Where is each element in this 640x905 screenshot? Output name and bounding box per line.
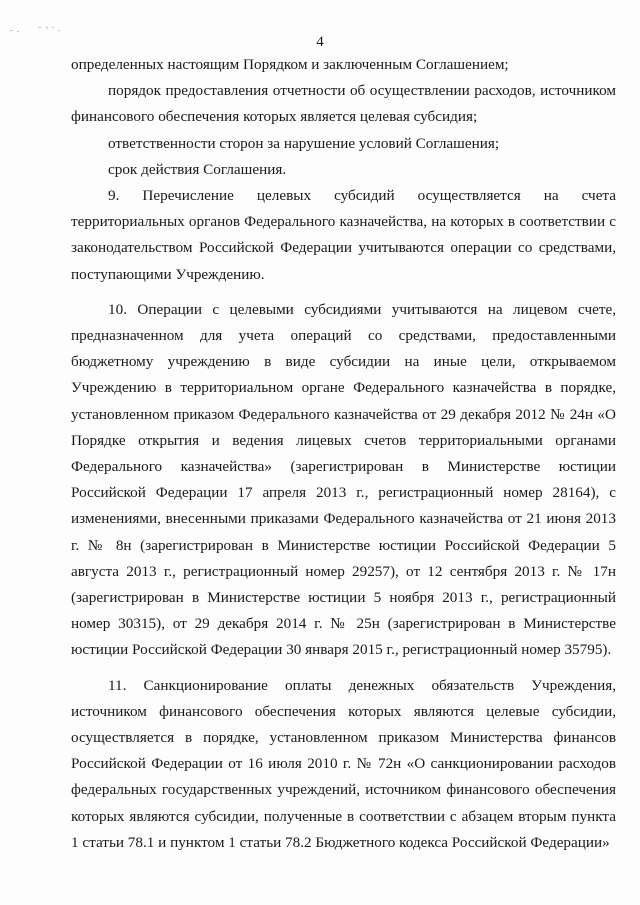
paragraph-11: 11. Санкционирование оплаты денежных обязательств Учреждения, источником финансового обеспечения которых являются целевые субсидии, осуществляется в порядке, установленном приказом Министерства финансов Российской Федерации от 16 июля 2010 г. № 72н «О санкционировании расходов федеральных государственных учреждений, источником финансового обеспечения которых являются субсидии, полученные в соответствии с абзацем вторым пункта 1 статьи 78.1 и пунктом 1 статьи 78.2 Бюджетного кодекса Российской Федерации» bbox=[71, 676, 616, 851]
paragraph-9: 9. Перечисление целевых субсидий осуществляется на счета территориальных органов Федерального казначейства, на которых в соответствии с законодательством Российской Федерации учитываются операции со средствами, поступающими Учреждению. bbox=[71, 187, 616, 283]
paragraph-liability: ответственности сторон за нарушение условий Соглашения; bbox=[108, 134, 500, 152]
document-body bbox=[71, 52, 616, 856]
page-number: 4 bbox=[316, 34, 324, 50]
paragraph-term: срок действия Соглашения. bbox=[108, 160, 287, 178]
paragraph-10: 10. Операции с целевыми субсидиями учитываются на лицевом счете, предназначенном для учета операций со средствами, предоставленными бюджетному учреждению в виде субсидии на иные цели, открываемом Учреждению в территориальном органе Федерального казначейства в порядке, установленном приказом Федерального казначейства от 29 декабря 2012 № 24н «О Порядке открытия и ведения лицевых счетов территориальными органами Федерального казначейства» (зарегистрирован в Министерстве юстиции Российской Федерации 17 апреля 2013 г., регистрационный номер 28164), с изменениями, внесенными приказами Федерального казначейства от 21 июня 2013 г. № 8н (зарегистрирован в Министерстве юстиции Российской Федерации 5 августа 2013 г., регистрационный номер 29257), от 12 сентября 2013 г. № 17н (зарегистрирован в Министерстве юстиции 5 ноября 2013 г., регистрационный номер 30315), от 29 декабря 2014 г. № 25н (зарегистрирован в Министерстве юстиции Российской Федерации 30 января 2015 г., регистрационный номер 35795). bbox=[71, 300, 616, 659]
paragraph-continuation: определенных настоящим Порядком и заключенным Соглашением; bbox=[71, 56, 509, 73]
paragraph-reporting-procedure: порядок предоставления отчетности об осуществлении расходов, источником финансового обеспечения которых является целевая субсидия; bbox=[71, 82, 616, 126]
